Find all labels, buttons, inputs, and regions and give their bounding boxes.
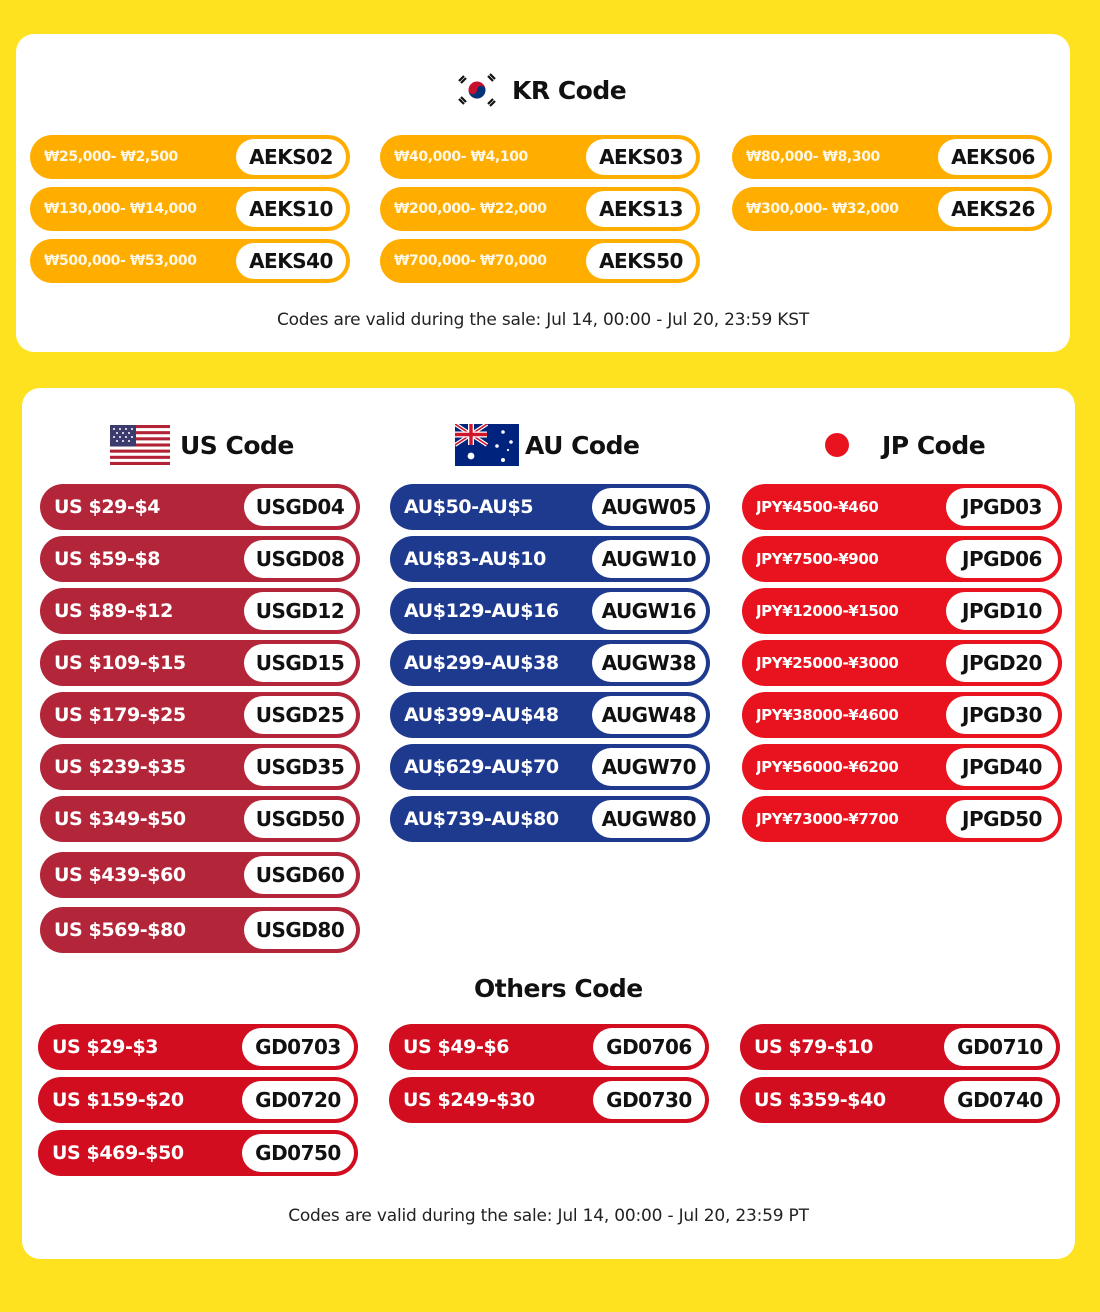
jp-coupon-pill[interactable] xyxy=(742,744,1062,790)
coupon-amount: JPY¥7500-¥900 xyxy=(756,550,879,568)
coupon-code[interactable]: JPGD30 xyxy=(946,696,1058,734)
coupon-amount: US $439-$60 xyxy=(54,864,186,886)
japan-flag-icon xyxy=(822,430,852,460)
au-heading xyxy=(455,424,639,466)
us-title: US Code xyxy=(180,430,294,460)
coupon-amount: US $569-$80 xyxy=(54,919,186,941)
coupon-amount: US $249-$30 xyxy=(403,1089,535,1111)
coupon-code[interactable]: GD0750 xyxy=(242,1134,354,1172)
coupon-amount: US $469-$50 xyxy=(52,1142,184,1164)
coupon-code[interactable]: GD0740 xyxy=(944,1081,1056,1119)
jp-coupon-pill[interactable] xyxy=(742,640,1062,686)
au-coupon-pill[interactable] xyxy=(390,640,710,686)
coupon-code[interactable]: USGD80 xyxy=(244,911,356,949)
coupon-code[interactable]: AEKS40 xyxy=(236,243,346,279)
coupon-amount: US $109-$15 xyxy=(54,652,186,674)
coupon-amount: US $49-$6 xyxy=(403,1036,510,1058)
other-coupon-pill[interactable] xyxy=(740,1024,1060,1070)
jp-coupon-pill[interactable] xyxy=(742,692,1062,738)
coupon-amount: ₩700,000- ₩70,000 xyxy=(394,253,547,269)
others-title: Others Code xyxy=(474,973,643,1003)
coupon-amount: US $59-$8 xyxy=(54,548,161,570)
coupon-amount: US $239-$35 xyxy=(54,756,186,778)
us-coupon-pill[interactable] xyxy=(40,588,360,634)
au-coupon-pill[interactable] xyxy=(390,588,710,634)
south-korea-flag-icon xyxy=(452,72,502,108)
coupon-code[interactable]: JPGD50 xyxy=(946,800,1058,838)
coupon-amount: JPY¥4500-¥460 xyxy=(756,498,879,516)
coupon-amount: JPY¥73000-¥7700 xyxy=(756,810,899,828)
coupon-code[interactable]: GD0730 xyxy=(593,1081,705,1119)
coupon-amount: AU$739-AU$80 xyxy=(404,808,559,830)
other-coupon-pill[interactable] xyxy=(38,1077,358,1123)
coupon-amount: ₩130,000- ₩14,000 xyxy=(44,201,197,217)
coupon-amount: US $159-$20 xyxy=(52,1089,184,1111)
global-code-card xyxy=(22,388,1075,1259)
us-coupon-pill[interactable] xyxy=(40,852,360,898)
coupon-amount: US $29-$3 xyxy=(52,1036,159,1058)
other-coupon-pill[interactable] xyxy=(38,1130,358,1176)
coupon-amount: AU$83-AU$10 xyxy=(404,548,546,570)
kr-coupon-pill[interactable] xyxy=(380,135,700,179)
coupon-amount: JPY¥38000-¥4600 xyxy=(756,706,899,724)
au-coupon-pill[interactable] xyxy=(390,796,710,842)
coupon-code[interactable]: USGD60 xyxy=(244,856,356,894)
coupon-amount: ₩200,000- ₩22,000 xyxy=(394,201,547,217)
coupon-code[interactable]: AUGW05 xyxy=(592,488,706,526)
kr-heading xyxy=(452,72,626,108)
coupon-code[interactable]: USGD25 xyxy=(244,696,356,734)
jp-title: JP Code xyxy=(882,430,986,460)
us-coupon-pill[interactable] xyxy=(40,907,360,953)
coupon-amount: US $79-$10 xyxy=(754,1036,873,1058)
kr-coupon-pill[interactable] xyxy=(732,135,1052,179)
coupon-amount: JPY¥56000-¥6200 xyxy=(756,758,899,776)
kr-coupon-pill[interactable] xyxy=(732,187,1052,231)
coupon-amount: ₩500,000- ₩53,000 xyxy=(44,253,197,269)
other-coupon-pill[interactable] xyxy=(389,1077,709,1123)
others-heading xyxy=(474,970,643,1006)
au-coupon-pill[interactable] xyxy=(390,536,710,582)
us-coupon-pill[interactable] xyxy=(40,744,360,790)
coupon-code[interactable]: AEKS10 xyxy=(236,191,346,227)
coupon-amount: US $349-$50 xyxy=(54,808,186,830)
coupon-code[interactable]: AUGW70 xyxy=(592,748,706,786)
other-coupon-pill[interactable] xyxy=(740,1077,1060,1123)
jp-heading xyxy=(822,424,985,466)
coupon-amount: JPY¥25000-¥3000 xyxy=(756,654,899,672)
coupon-code[interactable]: USGD50 xyxy=(244,800,356,838)
au-title: AU Code xyxy=(525,430,640,460)
coupon-code[interactable]: JPGD03 xyxy=(946,488,1058,526)
jp-coupon-pill[interactable] xyxy=(742,536,1062,582)
coupon-code[interactable]: AEKS03 xyxy=(586,139,696,175)
us-coupon-pill[interactable] xyxy=(40,692,360,738)
main-validity-note: Codes are valid during the sale: Jul 14, 00:00 - Jul 20, 23:59 PT xyxy=(288,1206,809,1226)
coupon-code[interactable]: GD0710 xyxy=(944,1028,1056,1066)
coupon-code[interactable]: AEKS06 xyxy=(938,139,1048,175)
coupon-code[interactable]: USGD12 xyxy=(244,592,356,630)
coupon-amount: US $29-$4 xyxy=(54,496,161,518)
coupon-code[interactable]: AEKS13 xyxy=(586,191,696,227)
jp-coupon-pill[interactable] xyxy=(742,484,1062,530)
us-coupon-pill[interactable] xyxy=(40,536,360,582)
jp-coupon-pill[interactable] xyxy=(742,588,1062,634)
coupon-code[interactable]: AEKS50 xyxy=(586,243,696,279)
us-coupon-pill[interactable] xyxy=(40,640,360,686)
coupon-code[interactable]: JPGD20 xyxy=(946,644,1058,682)
kr-validity-note: Codes are valid during the sale: Jul 14, 00:00 - Jul 20, 23:59 KST xyxy=(276,310,810,330)
coupon-code[interactable]: USGD08 xyxy=(244,540,356,578)
coupon-amount: AU$399-AU$48 xyxy=(404,704,559,726)
coupon-amount: ₩25,000- ₩2,500 xyxy=(44,149,178,165)
us-coupon-pill[interactable] xyxy=(40,484,360,530)
jp-coupon-pill[interactable] xyxy=(742,796,1062,842)
coupon-code[interactable]: GD0703 xyxy=(242,1028,354,1066)
kr-coupon-pill[interactable] xyxy=(380,239,700,283)
coupon-code[interactable]: AUGW48 xyxy=(592,696,706,734)
kr-coupon-pill[interactable] xyxy=(380,187,700,231)
coupon-code[interactable]: USGD04 xyxy=(244,488,356,526)
coupon-amount: JPY¥12000-¥1500 xyxy=(756,602,899,620)
coupon-amount: AU$129-AU$16 xyxy=(404,600,559,622)
kr-coupon-pill[interactable] xyxy=(30,135,350,179)
au-coupon-pill[interactable] xyxy=(390,744,710,790)
coupon-code[interactable]: JPGD06 xyxy=(946,540,1058,578)
us-flag-icon xyxy=(110,425,170,465)
coupon-code[interactable]: AUGW10 xyxy=(592,540,706,578)
coupon-amount: AU$50-AU$5 xyxy=(404,496,534,518)
coupon-code[interactable]: GD0706 xyxy=(593,1028,705,1066)
kr-coupon-pill[interactable] xyxy=(30,239,350,283)
other-coupon-pill[interactable] xyxy=(389,1024,709,1070)
coupon-code[interactable]: JPGD10 xyxy=(946,592,1058,630)
coupon-amount: AU$629-AU$70 xyxy=(404,756,559,778)
us-coupon-pill[interactable] xyxy=(40,796,360,842)
au-coupon-pill[interactable] xyxy=(390,484,710,530)
coupon-code[interactable]: AEKS02 xyxy=(236,139,346,175)
coupon-code[interactable]: AUGW80 xyxy=(592,800,706,838)
coupon-amount: US $359-$40 xyxy=(754,1089,886,1111)
coupon-code[interactable]: AUGW16 xyxy=(592,592,706,630)
au-coupon-pill[interactable] xyxy=(390,692,710,738)
coupon-code[interactable]: GD0720 xyxy=(242,1081,354,1119)
coupon-amount: US $89-$12 xyxy=(54,600,173,622)
coupon-code[interactable]: AUGW38 xyxy=(592,644,706,682)
coupon-code[interactable]: AEKS26 xyxy=(938,191,1048,227)
coupon-amount: AU$299-AU$38 xyxy=(404,652,559,674)
coupon-code[interactable]: USGD15 xyxy=(244,644,356,682)
coupon-code[interactable]: USGD35 xyxy=(244,748,356,786)
kr-code-card xyxy=(16,34,1070,352)
coupon-amount: ₩40,000- ₩4,100 xyxy=(394,149,528,165)
coupon-amount: ₩300,000- ₩32,000 xyxy=(746,201,899,217)
other-coupon-pill[interactable] xyxy=(38,1024,358,1070)
australia-flag-icon xyxy=(455,424,519,466)
kr-coupon-pill[interactable] xyxy=(30,187,350,231)
coupon-code[interactable]: JPGD40 xyxy=(946,748,1058,786)
kr-title: KR Code xyxy=(512,75,627,105)
coupon-amount: ₩80,000- ₩8,300 xyxy=(746,149,880,165)
coupon-amount: US $179-$25 xyxy=(54,704,186,726)
us-heading xyxy=(110,424,294,466)
